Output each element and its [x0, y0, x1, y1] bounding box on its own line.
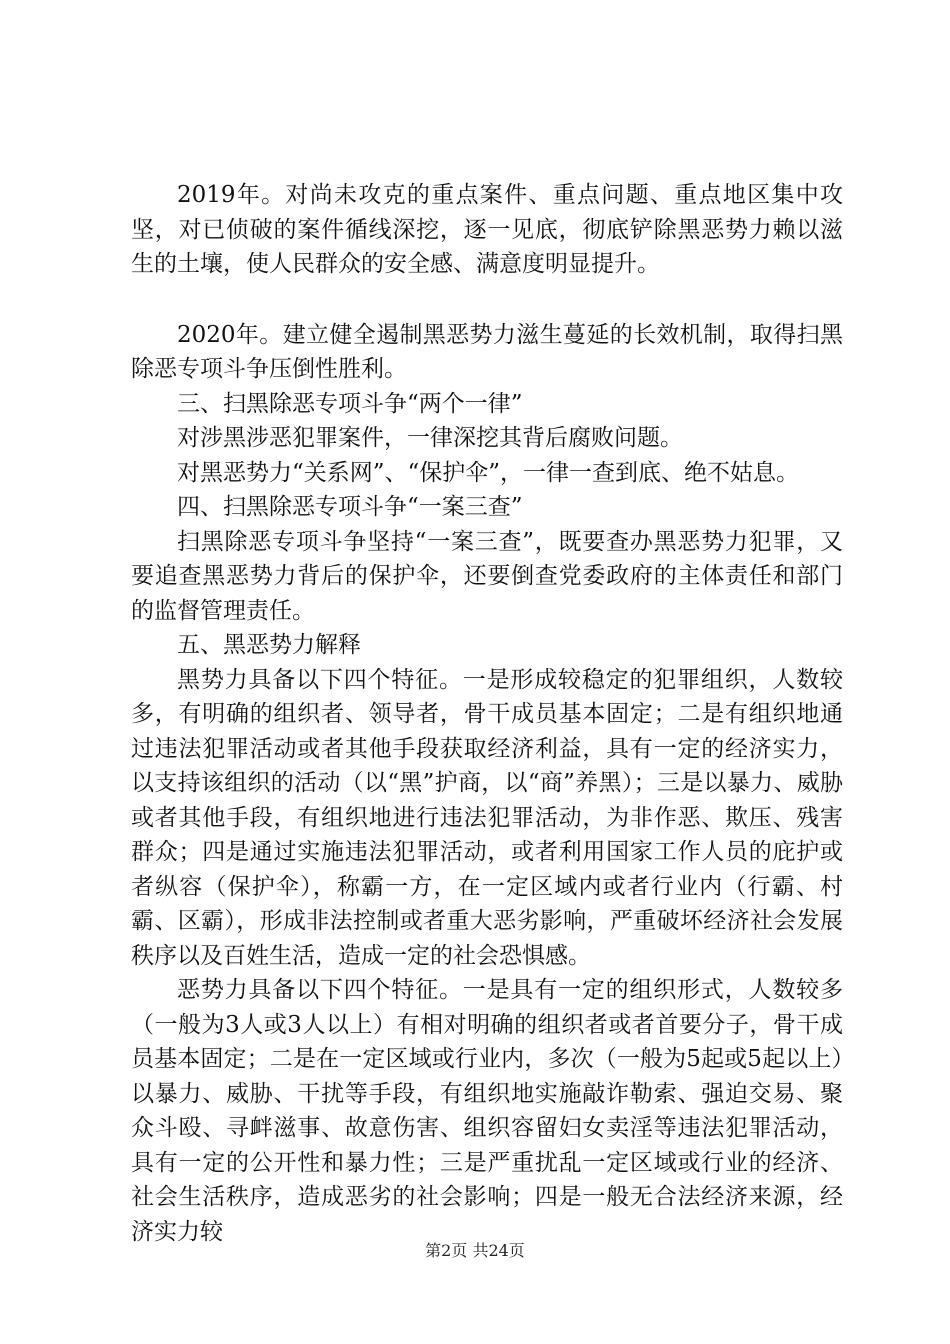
- paragraph-evil-forces: 恶势力具备以下四个特征。一是具有一定的组织形式，人数较多（一般为3人或3人以上）有相对明确的组织者或者首要分子，骨干成员基本固定；二是在一定区域或行业内，多次（一般为5起或5起以上）以暴力、威胁、干扰等手段，有组织地实施敲诈勒索、强迫交易、聚众斗殴、寻衅滋事、故意伤害、组织容留妇女卖淫等违法犯罪活动，具有一定的公开性和暴力性；三是严重扰乱一定区域或行业的经济、社会生活秩序，造成恶劣的社会影响；四是一般无合法经济来源，经济实力较: [131, 977, 843, 1245]
- paragraph-rule-two: 对黑恶势力“关系网”、“保护伞”，一律一查到底、绝不姑息。: [177, 459, 800, 486]
- page-number-footer: 第2页 共24页: [425, 1241, 525, 1260]
- document-body: [131, 178, 843, 1249]
- section-heading-explanation: 五、黑恶势力解释: [177, 632, 361, 658]
- section-heading-two-rules: 三、扫黑除恶专项斗争“两个一律”: [177, 390, 523, 417]
- paragraph-black-forces: 黑势力具备以下四个特征。一是形成较稳定的犯罪组织，人数较多，有明确的组织者、领导者，骨干成员基本固定；二是有组织地通过违法犯罪活动或者其他手段获取经济利益，具有一定的经济实力，以支持该组织的活动（以“黑”护商，以“商”养黑）；三是以暴力、威胁或者其他手段，有组织地进行违法犯罪活动，为非作恶、欺压、残害群众；四是通过实施违法犯罪活动，或者利用国家工作人员的庇护或者纵容（保护伞），称霸一方，在一定区域内或者行业内（行霸、村霸、区霸），形成非法控制或者重大恶劣影响，严重破坏经济社会发展秩序以及百姓生活，造成一定的社会恐惧感。: [131, 666, 843, 969]
- section-heading-one-case-three-checks: 四、扫黑除恶专项斗争“一案三查”: [177, 494, 523, 520]
- paragraph-rule-one: 对涉黑涉恶犯罪案件，一律深挖其背后腐败问题。: [177, 425, 683, 451]
- paragraph-one-case-three-checks: 扫黑除恶专项斗争坚持“一案三查”，既要查办黑恶势力犯罪，又要追查黑恶势力背后的保护伞，还要倒查党委政府的主体责任和部门的监督管理责任。: [131, 528, 843, 624]
- paragraph-2019: 2019年。对尚未攻克的重点案件、重点问题、重点地区集中攻坚，对已侦破的案件循线深挖，逐一见底，彻底铲除黑恶势力赖以滋生的土壤，使人民群众的安全感、满意度明显提升。: [131, 182, 843, 277]
- paragraph-2020: 2020年。建立健全遏制黑恶势力滋生蔓延的长效机制，取得扫黑除恶专项斗争压倒性胜利。: [131, 321, 843, 382]
